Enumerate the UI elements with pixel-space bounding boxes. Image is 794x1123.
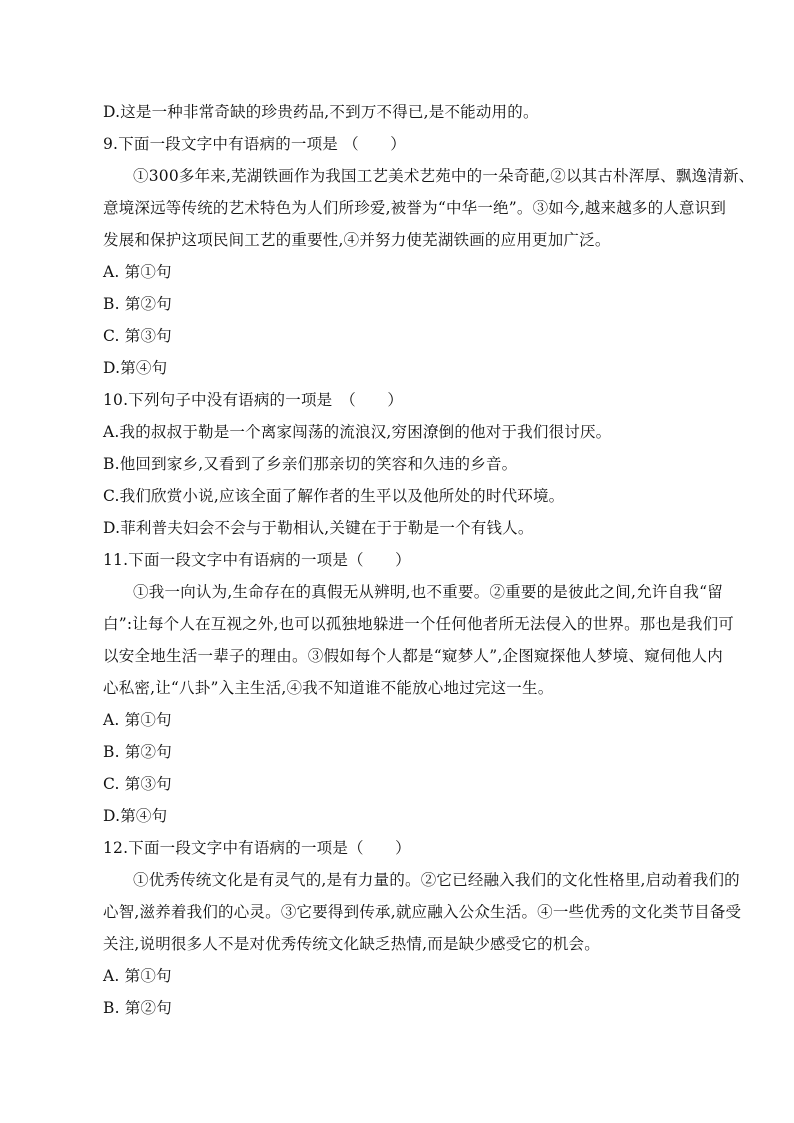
question-10-stem: 10.下列句子中没有语病的一项是 （ ） [103, 391, 404, 409]
question-11-passage-line-3: 以安全地生活一辈子的理由。③假如每个人都是“窥梦人”,企图窥探他人梦境、窥伺他人内 [103, 647, 723, 665]
question-11-passage-line-4: 心私密,让“八卦”入主生活,④我不知道谁不能放心地过完这一生。 [103, 679, 554, 697]
question-10-option-c: C.我们欣赏小说,应该全面了解作者的生平以及他所处的时代环境。 [103, 487, 565, 505]
question-11-passage-line-2: 白”:让每个人在互视之外,也可以孤独地躲进一个任何他者所无法侵入的世界。那也是我们可 [103, 615, 734, 633]
question-12-stem: 12.下面一段文字中有语病的一项是（ ） [103, 839, 411, 857]
option-d-q8: D.这是一种非常奇缺的珍贵药品,不到万不得已,是不能动用的。 [103, 103, 539, 121]
question-11-option-c: C. 第③句 [103, 775, 172, 793]
question-10-option-a: A.我的叔叔于勒是一个离家闯荡的流浪汉,穷困潦倒的他对于我们很讨厌。 [103, 423, 612, 441]
question-9-passage-line-3: 发展和保护这项民间工艺的重要性,④并努力使芜湖铁画的应用更加广泛。 [103, 231, 611, 249]
question-12-passage-line-3: 关注,说明很多人不是对优秀传统文化缺乏热情,而是缺少感受它的机会。 [103, 935, 600, 953]
question-11-option-d: D.第④句 [103, 807, 168, 825]
question-12-option-b: B. 第②句 [103, 999, 172, 1017]
question-11-passage-line-1: ①我一向认为,生命存在的真假无从辨明,也不重要。②重要的是彼此之间,允许自我“留 [133, 583, 723, 601]
question-9-passage-line-2: 意境深远等传统的艺术特色为人们所珍爱,被誉为“中华一绝”。③如今,越来越多的人意识到 [103, 199, 727, 217]
question-11-stem: 11.下面一段文字中有语病的一项是（ ） [103, 551, 411, 569]
question-11-option-b: B. 第②句 [103, 743, 172, 761]
question-12-passage-line-1: ①优秀传统文化是有灵气的,是有力量的。②它已经融入我们的文化性格里,启动着我们的 [133, 871, 740, 889]
question-9-option-d: D.第④句 [103, 359, 168, 377]
question-10-option-b: B.他回到家乡,又看到了乡亲们那亲切的笑容和久违的乡音。 [103, 455, 518, 473]
question-9-option-b: B. 第②句 [103, 295, 172, 313]
question-10-option-d: D.菲利普夫妇会不会与于勒相认,关键在于于勒是一个有钱人。 [103, 519, 534, 537]
question-11-option-a: A. 第①句 [103, 711, 172, 729]
question-12-option-a: A. 第①句 [103, 967, 172, 985]
question-9-option-c: C. 第③句 [103, 327, 172, 345]
question-9-option-a: A. 第①句 [103, 263, 172, 281]
question-12-passage-line-2: 心智,滋养着我们的心灵。③它要得到传承,就应融入公众生活。④一些优秀的文化类节目备受 [103, 903, 742, 921]
question-9-stem: 9.下面一段文字中有语病的一项是 （ ） [103, 135, 406, 153]
question-9-passage-line-1: ①300多年来,芜湖铁画作为我国工艺美术艺苑中的一朵奇葩,②以其古朴浑厚、飘逸清新、 [133, 167, 755, 185]
